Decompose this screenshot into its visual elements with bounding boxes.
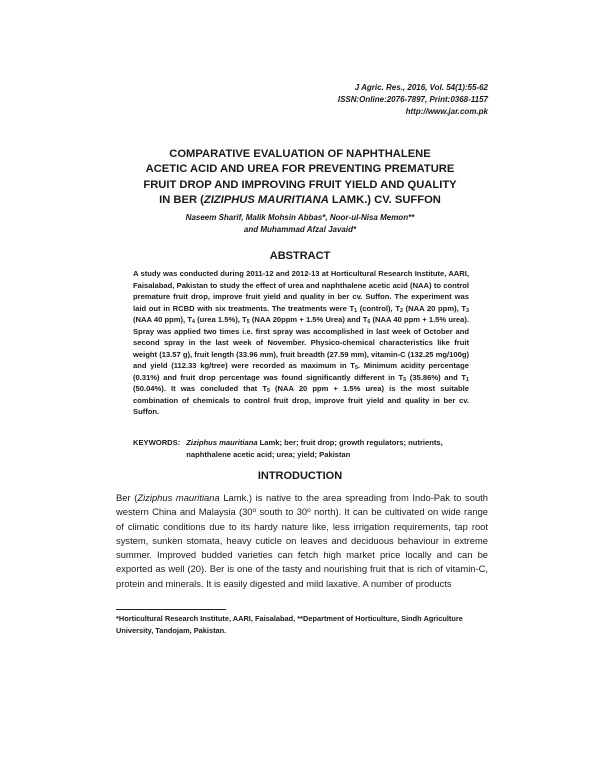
keywords-list: Lamk; ber; fruit drop; growth regulators; nutrients, naphthalene acetic acid; urea; yield; Pakistan — [186, 438, 443, 459]
journal-url[interactable]: http://www.jar.com.pk — [405, 107, 488, 116]
abstract-part: (NAA 20 ppm + 1.5% urea) is the most suitable combination of chemicals to control fruit drop, improve fruit yield and quality in ber cv. Suffon. — [133, 384, 469, 416]
keywords — [133, 437, 469, 460]
authors-line-1: Naseem Sharif, Malik Mohsin Abbas*, Noor-ul-Nisa Memon** — [185, 213, 415, 222]
intro-part: north). It can be cultivated on wide range of climatic conditions due to its hardy nature like, less irrigation requirements, tap root system, sunken stomata, heavy cuticle on leaves and deciduous behaviour in extreme summer. Improved budded varieties can fetch high market price locally and can be exported as well (20). Ber is one of the tasty and nourishing fruit that is rich of vitamin-C, protein and minerals. It is easily digested and mild laxative. A number of products — [116, 506, 488, 589]
journal-citation: J Agric. Res., 2016, Vol. 54(1):55-62 — [354, 83, 488, 92]
subscript: 1 — [466, 376, 470, 383]
title-line-4-end: LAMK.) CV. SUFFON — [328, 194, 441, 207]
author-list — [140, 212, 460, 236]
abstract-part: (urea 1.5%), T — [194, 315, 247, 324]
title-species: ZIZIPHUS MAURITIANA — [203, 194, 329, 207]
intro-part: Lamk.) is native to the area spreading from Indo-Pak to south western China and Malaysia (30 — [116, 492, 488, 518]
introduction-heading: INTRODUCTION — [257, 470, 343, 482]
abstract-part: A study was conducted during 2011-12 and 2012-13 at Horticultural Research Institute, AARI, Faisalabad, Pakistan to study the effect of urea and naphthalene acetic acid (NAA) to control premature fruit drop, improve fruit yield and quality in ber cv. Suffon. The experiment was laid out in RCBD with six treatments. The treatments were T — [133, 269, 469, 313]
intro-part: south to 30 — [256, 506, 308, 518]
journal-issn: ISSN:Online:2076-7897, Print:0368-1157 — [337, 95, 488, 104]
subscript: 6 — [367, 319, 371, 325]
abstract-part: (NAA 40 ppm + 1.5% urea). Spray was applied two times i.e. first spray was accomplished in last week of October and second spray in the last week of November. Physico-chemical characteristics like fruit weight (13.57 g), fruit length (33.96 mm), fruit breadth (27.59 mm), vitamin-C (132.25 mg/100g) and yield (112.33 kg/tree) were recorded as maximum in T — [133, 315, 470, 370]
subscript: 5 — [403, 376, 407, 383]
title-line-2: ACETIC ACID AND UREA FOR PREVENTING PREMATURE — [145, 163, 455, 176]
subscript: 3 — [466, 307, 469, 314]
subscript: 5 — [246, 319, 250, 325]
abstract-part: (50.04%). It was concluded that T — [133, 384, 267, 393]
affiliation-footnote: *Horticultural Research Institute, AARI, Faisalabad, **Department of Horticulture, Sindh Agriculture University, Tandojam, Pakistan. — [116, 614, 463, 635]
keywords-label: KEYWORDS: — [133, 438, 181, 447]
subscript: 5 — [266, 388, 270, 394]
abstract-part: . Minimum acidity percentage (0.31%) and fruit drop percentage was found significantly different in T — [133, 361, 470, 382]
title-line-1: COMPARATIVE EVALUATION OF NAPHTHALENE — [169, 148, 431, 160]
authors-line-2: and Muhammad Afzal Javaid* — [243, 225, 357, 234]
subscript: 5 — [354, 365, 358, 371]
intro-species: Ziziphus mauritiana — [137, 492, 220, 503]
intro-part: Ber ( — [116, 492, 138, 503]
abstract-part: (35.86%) and T — [406, 372, 467, 382]
paper-title — [120, 147, 480, 209]
subscript: 2 — [399, 307, 403, 314]
title-line-3: FRUIT DROP AND IMPROVING FRUIT YIELD AND QUALITY — [143, 178, 457, 191]
abstract-heading: ABSTRACT — [269, 250, 331, 262]
introduction-text — [116, 491, 488, 591]
subscript: 4 — [192, 319, 195, 325]
journal-info — [338, 82, 488, 118]
abstract-part: (NAA 20ppm + 1.5% Urea) and T — [249, 315, 368, 324]
degree-sign: o — [252, 507, 257, 515]
abstract-text — [133, 268, 469, 418]
keywords-species: Ziziphus mauritiana — [186, 438, 258, 447]
degree-sign: o — [307, 507, 311, 515]
abstract-part: (NAA 20 ppm), T — [402, 303, 467, 313]
footnote-divider — [116, 609, 226, 610]
abstract-part: (control), T — [357, 303, 400, 313]
keywords-text — [186, 437, 469, 460]
abstract-part: (NAA 40 ppm), T — [133, 315, 192, 324]
subscript: 1 — [354, 307, 358, 314]
title-line-4-start: IN BER ( — [159, 194, 204, 207]
